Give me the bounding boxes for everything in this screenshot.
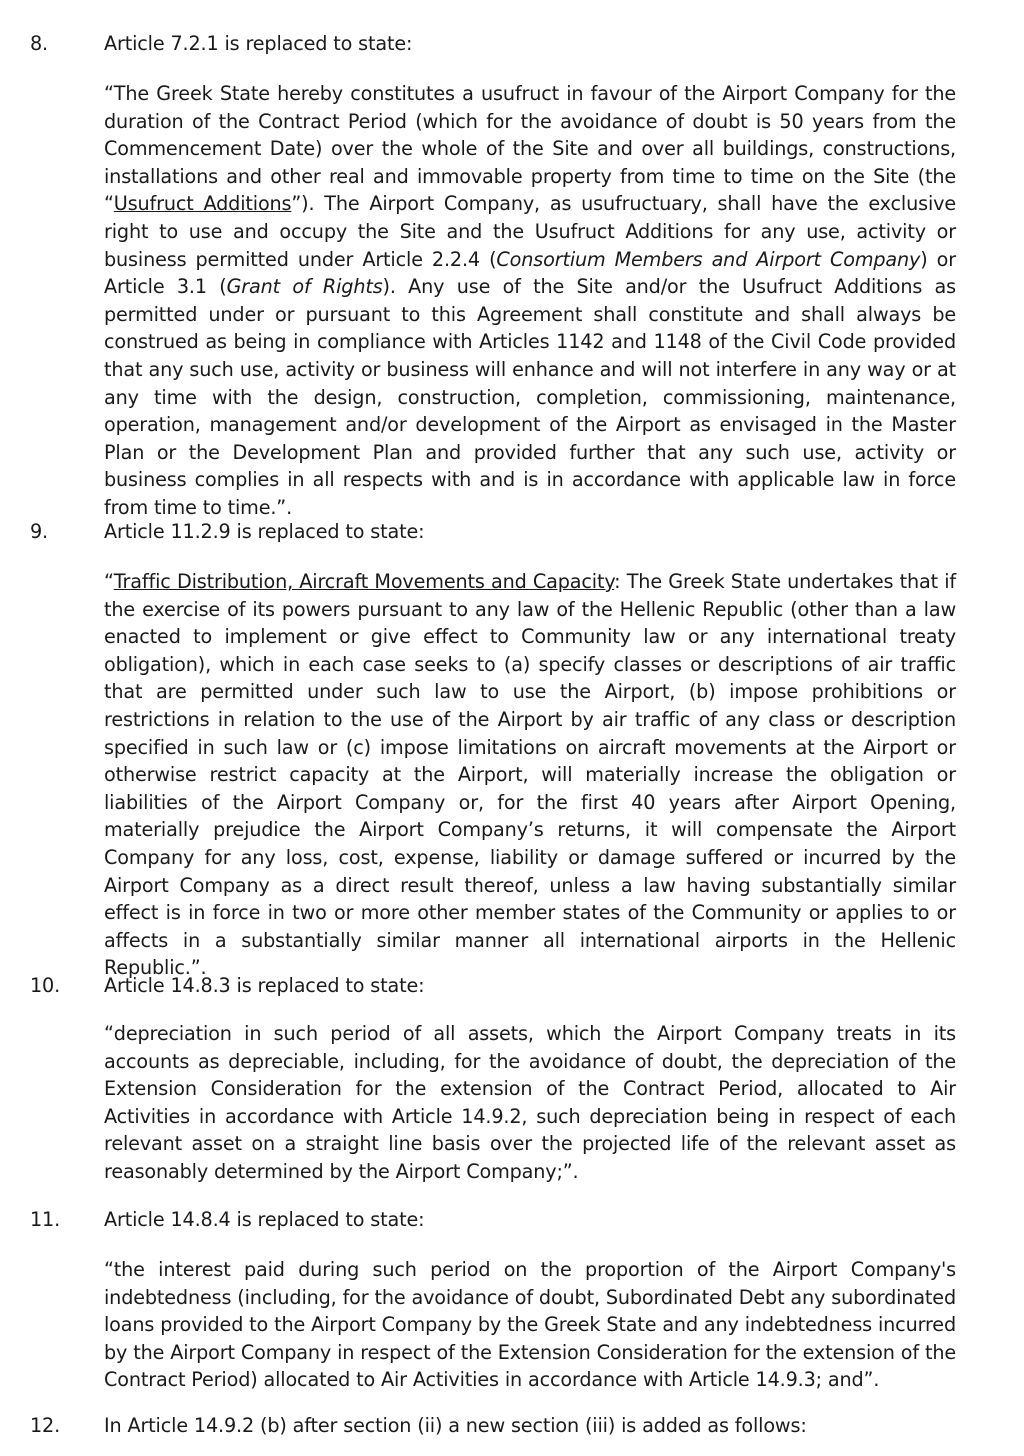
clause-number: 11. xyxy=(30,1208,61,1231)
clause-heading: Article 14.8.3 is replaced to state: xyxy=(104,974,425,997)
clause-heading: Article 11.2.9 is replaced to state: xyxy=(104,520,425,543)
clause-number: 8. xyxy=(30,32,49,55)
clause-heading: Article 7.2.1 is replaced to state: xyxy=(104,32,413,55)
body-text: ”). The Airport Company, as usufructuary, shall have the exclusive right to use and occupy the Site and the Usufruct Additions for any use, activity or business permitted under Article 2.2.4 ( xyxy=(104,192,956,271)
clause-body xyxy=(104,568,956,982)
clause-heading: Article 14.8.4 is replaced to state: xyxy=(104,1208,425,1231)
clause-number: 9. xyxy=(30,520,49,543)
article-reference: Consortium Members and Airport Company xyxy=(496,247,921,271)
body-text: ) or Article 3.1 ( xyxy=(104,247,956,299)
body-text: “ xyxy=(104,570,114,593)
clause-body: “the interest paid during such period on the proportion of the Airport Company's indebtedness (including, for the avoidance of doubt, Subordinated Debt any subordinated loans provided to the Airport Company by the Greek State and any indebtedness incurred by the Airport Company in respect of the Extension Consideration for the extension of the Contract Period) allocated to Air Activities in accordance with Article 14.9.3; and”. xyxy=(104,1258,956,1392)
clause-body xyxy=(104,80,956,522)
clause-number: 12. xyxy=(30,1414,61,1437)
body-text: : The Greek State undertakes that if the exercise of its powers pursuant to any law of the Hellenic Republic (other than a law enacted to implement or give effect to Community law or any international treaty obligation), which in each case seeks to (a) specify classes or descriptions of air traffic that are permitted under such law to use the Airport, (b) impose prohibitions or restrictions in relation to the use of the Airport by air traffic of any class or description specified in such law or (c) impose limitations on aircraft movements at the Airport or otherwise restrict capacity at the Airport, will materially increase the obligation or liabilities of the Airport Company or, for the first 40 years after Airport Opening, materially prejudice the Airport Company’s returns, it will compensate the Airport Company for any loss, cost, expense, liability or damage suffered or incurred by the Airport Company as a direct result thereof, unless a law having substantially similar effect is in force in two or more other member states of the Community or applies to or affects in a substantially similar manner all international airports in the Hellenic Republic.”. xyxy=(104,570,957,980)
clause-number: 10. xyxy=(30,974,61,997)
body-text: “The Greek State hereby constitutes a usufruct in favour of the Airport Company for the duration of the Contract Period (which for the avoidance of doubt is 50 years from the Commencement Date) over the whole of the Site and over all buildings, constructions, installations and other real and immovable property from time to time on the Site (the “ xyxy=(104,82,956,216)
clause-body: “depreciation in such period of all assets, which the Airport Company treats in its accounts as depreciable, including, for the avoidance of doubt, the depreciation of the Extension Consideration for the extension of the Contract Period, allocated to Air Activities in accordance with Article 14.9.2, such depreciation being in respect of each relevant asset on a straight line basis over the projected life of the relevant asset as reasonably determined by the Airport Company;”. xyxy=(104,1022,956,1183)
body-text: ). Any use of the Site and/or the Usufruct Additions as permitted under or pursuant to this Agreement shall constitute and shall always be construed as being in compliance with Articles 1142 and 1148 of the Civil Code provided that any such use, activity or business will enhance and will not interfere in any way or at any time with the design, construction, completion, commissioning, maintenance, operation, management and/or development of the Airport as envisaged in the Master Plan or the Development Plan and provided further that any such use, activity or business complies in all respects with and is in accordance with applicable law in force from time to time.”. xyxy=(104,275,956,519)
clause-heading: In Article 14.9.2 (b) after section (ii) a new section (iii) is added as follows: xyxy=(104,1414,807,1437)
article-reference: Grant of Rights xyxy=(226,275,383,299)
section-title: Traffic Distribution, Aircraft Movements and Capacity xyxy=(113,570,615,593)
defined-term: Usufruct Additions xyxy=(113,192,292,216)
